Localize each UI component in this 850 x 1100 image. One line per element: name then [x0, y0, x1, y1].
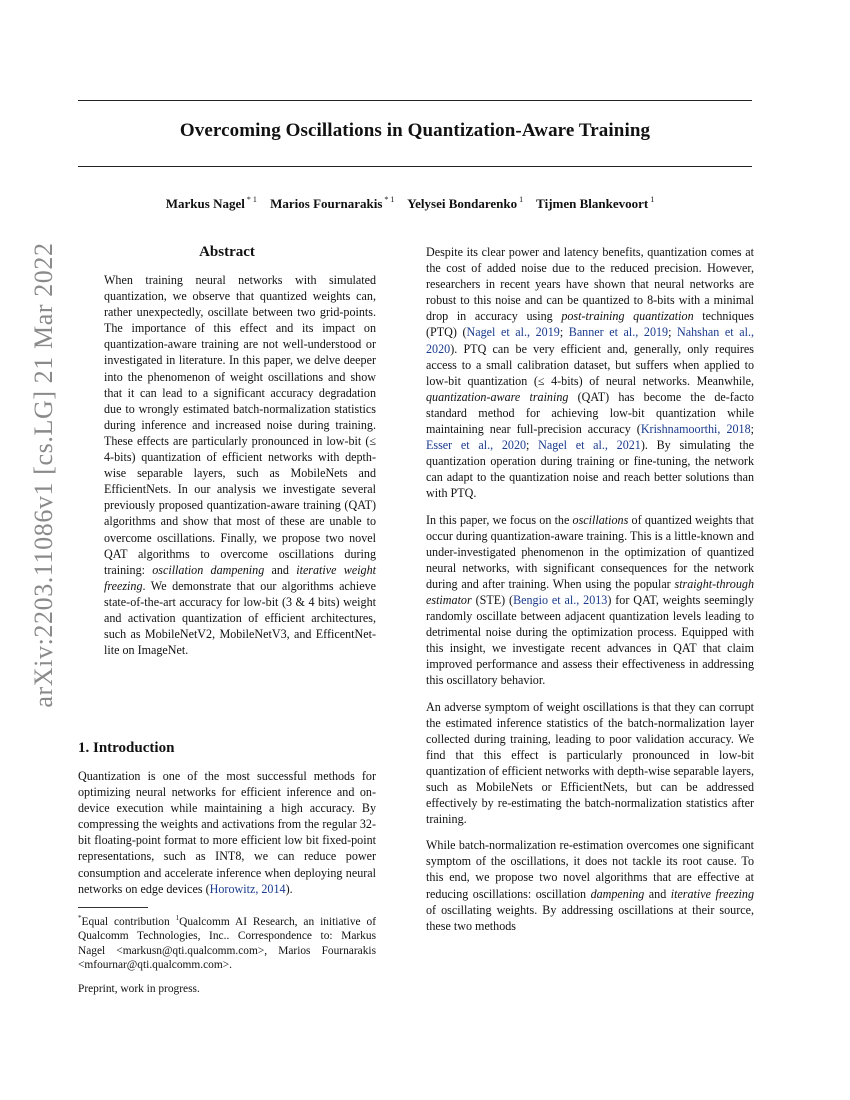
paragraph-text: Quantization is one of the most successful methods for optimizing neural networks for efficient inference and on-device execution while maintaining a high accuracy. By compressing the weights and activations from the regular 32-bit floating-point format to more efficient low bit fixed-point representations, such as INT8, we can reduce power consumption and accelerate inference when deploying neural networks on edge devices (	[78, 769, 376, 896]
paragraph-text: techniques (PTQ) (	[426, 309, 754, 340]
paragraph-text: ).	[285, 881, 293, 896]
footnote-text: Qualcomm AI Research, an initiative of Qualcomm Technologies, Inc.. Correspondence to: Markus Nagel <markusn@qti.qualcomm.com>, Marios Fournarakis <mfournar@qti.qualcomm.com>.	[78, 916, 376, 972]
citation-link[interactable]: Nahshan et al., 2020	[426, 325, 754, 356]
emphasis-text: straight-through estimator	[426, 576, 754, 607]
footnote	[78, 911, 376, 973]
abstract-text: and	[264, 562, 297, 577]
paragraph-text: While batch-normalization re-estimation overcomes one significant symptom of the oscillations, it does not tackle its root cause. To this end, we propose two novel algorithms that are effective at reducing oscillations: oscillation	[426, 838, 754, 901]
footnote-mark: *	[78, 914, 82, 922]
citation-link[interactable]: Horowitz, 2014	[209, 881, 286, 896]
abstract-emphasis: oscillation dampening	[152, 562, 265, 577]
author-name: Yelysei Bondarenko	[407, 196, 518, 211]
author-name: Tijmen Blankevoort	[536, 196, 649, 211]
citation-link[interactable]: Nagel et al., 2019	[466, 325, 560, 340]
footnote-mark: 1	[175, 914, 180, 922]
author-affiliation-mark: 1	[650, 195, 655, 204]
paragraph-text: (STE) (	[471, 592, 514, 607]
abstract-emphasis: iterative weight freezing	[104, 562, 377, 593]
body-paragraph	[426, 699, 754, 828]
paragraph-text: An adverse symptom of weight oscillations is that they can corrupt the estimated inference statistics of the batch-normalization layer collected during training, leading to poor validation accuracy. We find that this effect is particularly pronounced in low-bit quantization of efficient networks with depth-wise separable layers, such as MobileNets or EfficientNets, but can be addressed effectively by re-estimating the batch-normalization statistics after training.	[426, 699, 754, 827]
paragraph-text: ;	[668, 325, 678, 340]
right-column	[426, 244, 754, 944]
paragraph-text: In this paper, we focus on the	[426, 512, 573, 527]
paragraph-text: ). By simulating the quantization operation during training or fine-tuning, the network can adapt to the quantization noise and reach better solutions than with PTQ.	[426, 438, 754, 501]
paper-title: Overcoming Oscillations in Quantization-Aware Training	[179, 120, 651, 141]
paragraph-text: of quantized weights that occur during quantization-aware training. This is a little-known and under-investigated phenomenon in the optimization of quantized neural networks, with significant consequences for the network during and after training. When using the popular	[426, 512, 754, 591]
paragraph-text: ;	[526, 438, 539, 453]
emphasis-text: dampening	[590, 886, 645, 901]
author-affiliation-mark: * 1	[384, 195, 395, 204]
footnote-rule	[78, 907, 148, 908]
footnote-text: Equal contribution	[81, 916, 176, 928]
preprint-note: Preprint, work in progress.	[78, 983, 200, 995]
author-affiliation-mark: 1	[519, 195, 524, 204]
citation-link[interactable]: Esser et al., 2020	[426, 438, 527, 453]
body-paragraph	[426, 837, 754, 934]
citation-link[interactable]: Krishnamoorthi, 2018	[640, 422, 751, 437]
abstract-body	[104, 272, 376, 658]
paragraph-text: ). PTQ can be very efficient and, generally, only requires access to a small calibration dataset, but suffers when applied to low-bit quantization (≤ 4-bits) of neural networks. Meanwhile,	[426, 341, 754, 388]
emphasis-text: oscillations	[572, 512, 629, 527]
emphasis-text: iterative freezing	[670, 886, 754, 901]
author-affiliation-mark: * 1	[246, 195, 257, 204]
abstract-text: . We demonstrate that our algorithms achieve state-of-the-art accuracy for low-bit (3 & 4 bits) weight and activation quantization of efficient architectures, such as MobileNetV2, MobileNetV3, and EfficentNet-lite on ImageNet.	[104, 578, 376, 658]
paragraph-text: ;	[750, 422, 755, 437]
section-heading-introduction: 1. Introduction	[78, 740, 175, 756]
author-name: Marios Fournarakis	[270, 196, 383, 211]
paragraph-text: (QAT) has become the de-facto standard method for achieving low-bit quantization while maintaining near full-precision accuracy (	[426, 389, 754, 437]
title-bottom-rule	[78, 166, 752, 167]
arxiv-identifier: arXiv:2203.11086v1 [cs.LG] 21 Mar 2022	[29, 242, 58, 708]
title-top-rule	[78, 100, 752, 101]
author-list	[78, 195, 752, 212]
introduction-paragraph	[78, 768, 376, 897]
paragraph-text: ;	[559, 325, 569, 340]
citation-link[interactable]: Banner et al., 2019	[568, 325, 669, 340]
body-paragraph	[426, 512, 754, 689]
citation-link[interactable]: Nagel et al., 2021	[538, 438, 641, 453]
abstract-text: When training neural networks with simulated quantization, we observe that quantized weights can, rather unexpectedly, oscillate between two grid-points. The importance of this effect and its impact on quantization-aware training are not well-understood or investigated in literature. In this paper, we delve deeper into the phenomenon of weight oscillations and show that it can lead to a significant accuracy degradation due to wrongly estimated batch-normalization statistics during inference and increased noise during training. These effects are particularly pronounced in low-bit (≤ 4-bits) quantization of efficient networks with depth-wise separable layers, such as MobileNets and EfficientNets. In our analysis we investigate several previously proposed quantization-aware training (QAT) algorithms and show that most of these are unable to overcome oscillations. Finally, we propose two novel QAT algorithms to overcome oscillations during training:	[104, 273, 376, 577]
paragraph-text: ) for QAT, weights seemingly randomly oscillate between adjacent quantization levels leading to detrimental noise during the optimization process. Equipped with this insight, we investigate recent advances in QAT that claim improved performance and assess their effectiveness in addressing this oscillatory behavior.	[426, 592, 754, 688]
body-paragraph	[426, 244, 754, 502]
author-name: Markus Nagel	[165, 196, 245, 211]
abstract-heading: Abstract	[199, 244, 255, 260]
citation-link[interactable]: Bengio et al., 2013	[513, 592, 608, 607]
paragraph-text: of oscillating weights. By addressing oscillations at their source, these two methods	[426, 902, 754, 933]
emphasis-text: quantization-aware training	[426, 389, 569, 404]
paragraph-text: Despite its clear power and latency benefits, quantization comes at the cost of added noise due to the reduced precision. However, researchers in recent years have shown that neural networks are robust to this noise and can be quantized to 8-bits with a minimal drop in accuracy using	[426, 245, 754, 324]
paragraph-text: and	[644, 886, 671, 901]
emphasis-text: post-training quantization	[561, 309, 694, 324]
